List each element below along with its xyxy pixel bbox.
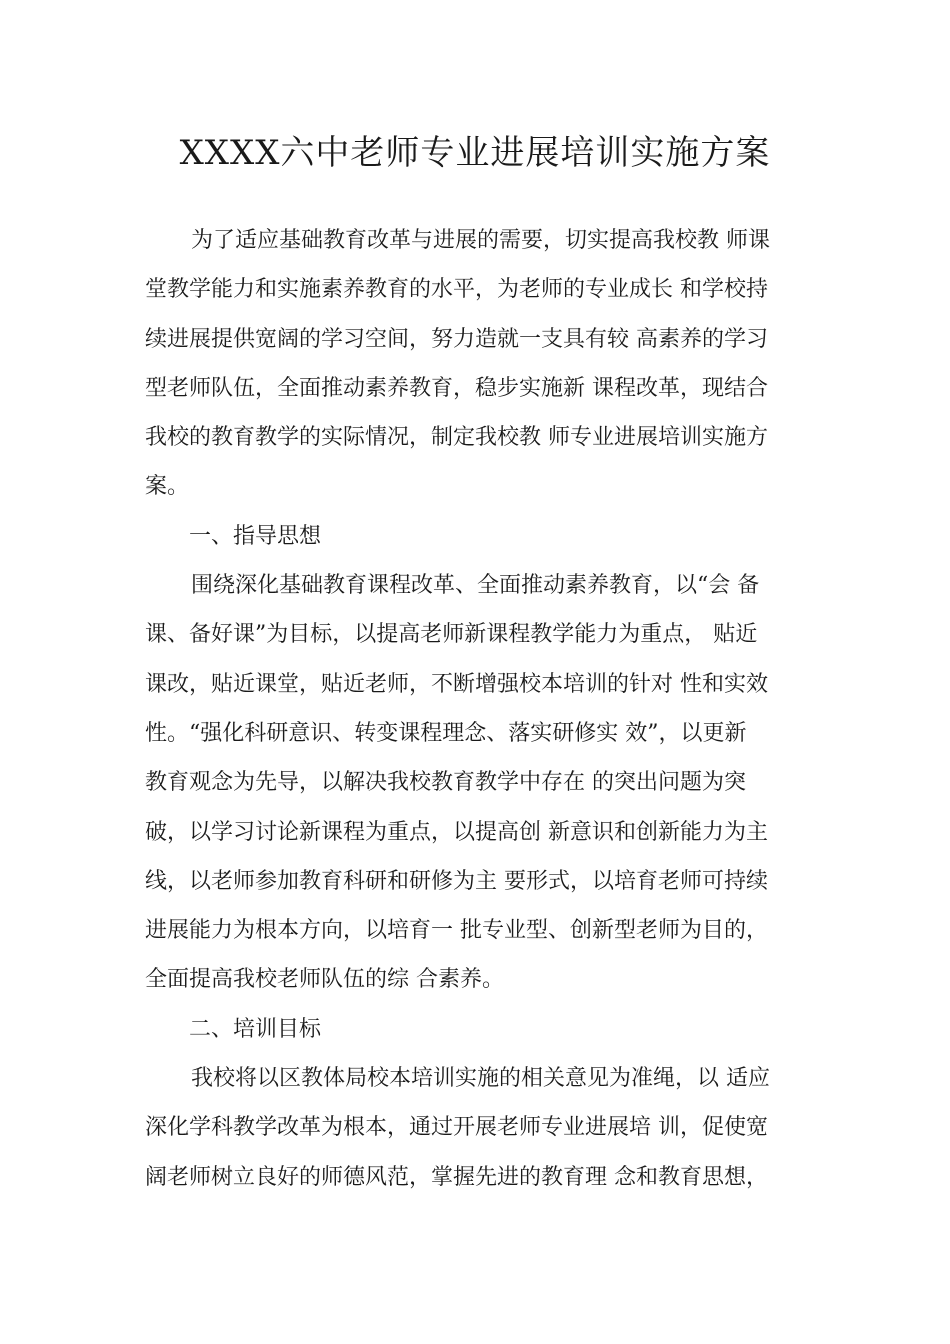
paragraph-line: 我校将以区教体局校本培训实施的相关意见为准绳，以 适应 (191, 1066, 770, 1092)
paragraph-line: 线，以老师参加教育科研和研修为主 要形式，以培育老师可持续 (145, 868, 768, 894)
paragraph-line: 深化学科教学改革为根本，通过开展老师专业进展培 训，促使宽 (145, 1115, 768, 1141)
paragraph-line: 教育观念为先导，以解决我校教育教学中存在 的突出问题为突 (145, 770, 746, 796)
paragraph-line: 破，以学习讨论新课程为重点，以提高创 新意识和创新能力为主 (145, 819, 768, 845)
paragraph-line: 进展能力为根本方向，以培育一 批专业型、创新型老师为目的， (145, 918, 768, 944)
paragraph-line: 我校的教育教学的实际情况，制定我校教 师专业进展培训实施方 (145, 425, 768, 451)
paragraph-line: 堂教学能力和实施素养教育的水平，为老师的专业成长 和学校持 (145, 277, 768, 303)
paragraph-line: 课、备好课”为目标，以提高老师新课程教学能力为重点， 贴近 (145, 622, 758, 648)
document-body (145, 216, 835, 1202)
paragraph-line: 围绕深化基础教育课程改革、全面推动素养教育，以“会 备 (191, 573, 760, 599)
paragraph-line: 型老师队伍，全面推动素养教育，稳步实施新 课程改革，现结合 (145, 375, 768, 401)
paragraph-line: 续进展提供宽阔的学习空间，努力造就一支具有较 高素养的学习 (145, 326, 768, 352)
paragraph-line: 案。 (145, 474, 190, 500)
document-title: XXXX六中老师专业进展培训实施方案 (179, 133, 771, 173)
section-heading: 一、指导思想 (189, 523, 322, 549)
paragraph-line: 为了适应基础教育改革与进展的需要，切实提高我校教 师课 (191, 228, 770, 253)
paragraph-line: 全面提高我校老师队伍的综 合素养。 (145, 967, 504, 993)
paragraph-line: 阔老师树立良好的师德风范，掌握先进的教育理 念和教育思想， (145, 1164, 768, 1190)
paragraph-line: 课改，贴近课堂，贴近老师，不断增强校本培训的针对 性和实效 (145, 671, 768, 697)
paragraph-line: 性。“强化科研意识、转变课程理念、落实研修实 效”，以更新 (145, 720, 747, 746)
section-heading: 二、培训目标 (189, 1016, 322, 1042)
